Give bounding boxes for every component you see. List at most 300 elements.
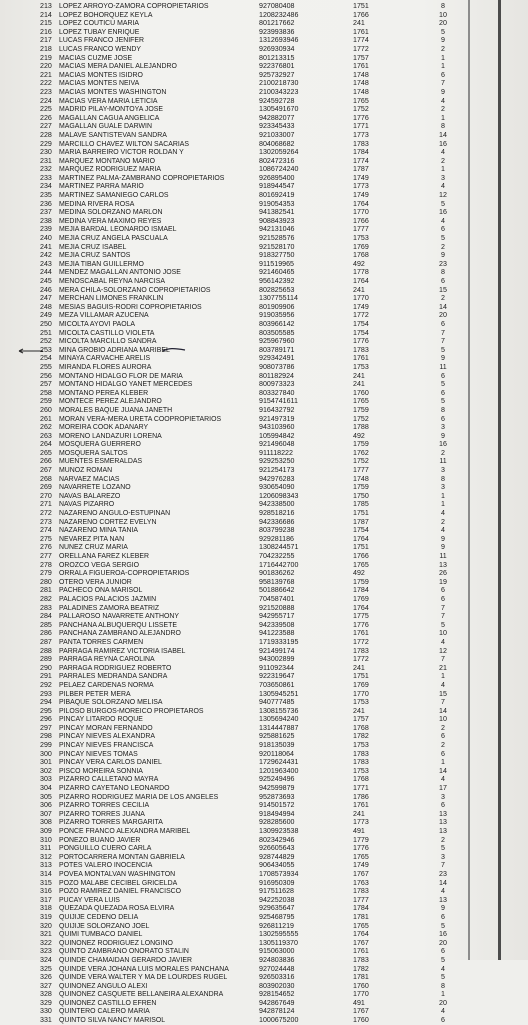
list-item xyxy=(0,947,500,956)
member-name: MARTINEZ SAMANIEGO CARLOS xyxy=(59,191,169,200)
member-name: QUIJIJE SOLORZANO JOEL xyxy=(59,921,150,930)
row-number: 310 xyxy=(40,835,52,844)
list-item xyxy=(0,612,500,621)
member-name: PARRAGA RODRIGUEZ ROBERTO xyxy=(59,663,172,672)
row-number: 257 xyxy=(40,380,52,389)
member-name: PANCHANA ALBUQUERQU LISSETE xyxy=(59,620,177,629)
count-value: 2 xyxy=(441,156,445,165)
list-item xyxy=(0,294,500,303)
id-number: 906434055 xyxy=(259,861,295,870)
id-number: 803505585 xyxy=(259,328,295,337)
code-number: 1774 xyxy=(353,36,369,45)
code-number: 1751 xyxy=(353,543,369,552)
id-number: 927024448 xyxy=(259,964,295,973)
member-name: PELAEZ CARDENAS NORMA xyxy=(59,680,154,689)
id-number: 926930934 xyxy=(259,44,295,53)
code-number: 1766 xyxy=(353,10,369,19)
count-value: 5 xyxy=(441,844,445,853)
id-number: 800973323 xyxy=(259,380,295,389)
row-number: 228 xyxy=(40,130,52,139)
list-item xyxy=(0,956,500,965)
id-number: 1302595555 xyxy=(259,930,299,939)
count-value: 17 xyxy=(439,784,447,793)
id-number: 921254173 xyxy=(259,466,295,475)
row-number: 266 xyxy=(40,457,52,466)
count-value: 5 xyxy=(441,345,445,354)
id-number: 1305491670 xyxy=(259,105,299,114)
member-name: OTERO VERA JUNIOR xyxy=(59,577,132,586)
id-number: 1309923538 xyxy=(259,827,299,835)
code-number: 1769 xyxy=(353,594,369,603)
id-number: 1305694240 xyxy=(259,715,299,724)
count-value: 1 xyxy=(441,113,445,122)
id-number: 921497319 xyxy=(259,414,295,423)
count-value: 2 xyxy=(441,105,445,114)
code-number: 241 xyxy=(353,706,365,715)
code-number: 1753 xyxy=(353,234,369,243)
row-number: 222 xyxy=(40,79,52,88)
row-number: 276 xyxy=(40,543,52,552)
id-number: 704587401 xyxy=(259,594,295,603)
code-number: 241 xyxy=(353,380,365,389)
row-number: 321 xyxy=(40,930,52,939)
count-value: 7 xyxy=(441,612,445,621)
code-number: 1776 xyxy=(353,113,369,122)
row-number: 318 xyxy=(40,904,52,913)
row-number: 233 xyxy=(40,173,52,182)
list-item xyxy=(0,655,500,664)
code-number: 1751 xyxy=(353,509,369,518)
member-name: PINCAY MORAN FERNANDO xyxy=(59,723,153,732)
list-item xyxy=(0,449,500,458)
member-name: QUIJIJE CEDENO DELIA xyxy=(59,912,139,921)
count-value: 20 xyxy=(439,938,447,947)
row-number: 306 xyxy=(40,801,52,810)
row-number: 254 xyxy=(40,354,52,363)
row-number: 213 xyxy=(40,2,52,10)
count-value: 6 xyxy=(441,801,445,810)
row-number: 329 xyxy=(40,998,52,1007)
count-value: 6 xyxy=(441,414,445,423)
row-number: 301 xyxy=(40,758,52,767)
count-value: 1 xyxy=(441,62,445,71)
member-name: PALACIOS PALACIOS JAZMIN xyxy=(59,594,157,603)
row-number: 253 xyxy=(40,345,52,354)
list-item xyxy=(0,879,500,888)
member-name: QUINONEZ CASTILLO EFREN xyxy=(59,998,157,1007)
count-value: 6 xyxy=(441,277,445,285)
row-number: 227 xyxy=(40,122,52,131)
list-item xyxy=(0,174,500,183)
list-item xyxy=(0,681,500,690)
code-number: 1749 xyxy=(353,173,369,182)
member-name: NAVAS PIZARRO xyxy=(59,500,115,509)
code-number: 1761 xyxy=(353,629,369,638)
list-item xyxy=(0,182,500,191)
member-name: PIZARRO TORRES CECILIA xyxy=(59,801,150,810)
count-value: 4 xyxy=(441,1007,445,1016)
code-number: 1786 xyxy=(353,792,369,801)
list-item xyxy=(0,586,500,595)
list-item xyxy=(0,397,500,406)
list-item xyxy=(0,922,500,931)
row-number: 260 xyxy=(40,405,52,414)
member-name: PINCAY VERA CARLOS DANIEL xyxy=(59,758,162,767)
code-number: 1764 xyxy=(353,534,369,543)
row-number: 230 xyxy=(40,148,52,157)
member-name: MONTANO HIDALGO FLOR DE MARIA xyxy=(59,371,183,380)
id-number: 926811219 xyxy=(259,921,294,930)
row-number: 281 xyxy=(40,586,52,595)
count-value: 23 xyxy=(439,869,447,878)
member-name: MEDINA SOLORZANO MARLON xyxy=(59,208,163,217)
list-item xyxy=(0,732,500,741)
id-number: 1708573934 xyxy=(259,869,299,878)
list-item xyxy=(0,664,500,673)
list-item xyxy=(0,715,500,724)
code-number: 1764 xyxy=(353,603,369,612)
id-number: 1305945251 xyxy=(259,689,299,698)
list-item xyxy=(0,793,500,802)
count-value: 7 xyxy=(441,698,445,707)
member-name: NAZARENO ANGULO-ESTUPINAN xyxy=(59,509,171,518)
row-number: 265 xyxy=(40,448,52,457)
member-name: NUNEZ CRUZ MARIA xyxy=(59,543,128,552)
code-number: 1782 xyxy=(353,964,369,973)
id-number: 956142392 xyxy=(259,277,295,285)
row-number: 279 xyxy=(40,569,52,578)
count-value: 9 xyxy=(441,431,445,440)
code-number: 1761 xyxy=(353,354,369,363)
member-name: PARRALES MEDRANDA SANDRA xyxy=(59,672,168,681)
code-number: 1768 xyxy=(353,775,369,784)
code-number: 1765 xyxy=(353,96,369,105)
member-name: MERCHAN LIMONES FRANKLIN xyxy=(59,294,164,303)
count-value: 2 xyxy=(441,835,445,844)
member-name: PANCHANA ZAMBRANO ALEJANDRO xyxy=(59,629,181,638)
row-number: 325 xyxy=(40,964,52,973)
code-number: 1781 xyxy=(353,973,369,982)
member-name: PANTA TORRES CARMEN xyxy=(59,637,144,646)
list-item xyxy=(0,225,500,234)
code-number: 241 xyxy=(353,663,365,672)
member-name: PIZARRO CAYETANO LEONARDO xyxy=(59,784,170,793)
member-name: MONTECE PEREZ ALEJANDRO xyxy=(59,397,162,406)
list-item xyxy=(0,836,500,845)
code-number: 1752 xyxy=(353,457,369,466)
count-value: 6 xyxy=(441,749,445,758)
row-number: 270 xyxy=(40,491,52,500)
member-name: MARTINEZ PARRA MARIO xyxy=(59,182,144,191)
count-value: 5 xyxy=(441,620,445,629)
code-number: 1751 xyxy=(353,672,369,681)
id-number: 801217662 xyxy=(259,19,295,28)
member-name: PILOSO BURGOS-MOREICO PROPIETAROS xyxy=(59,706,204,715)
list-item xyxy=(0,939,500,948)
count-value: 12 xyxy=(439,646,447,655)
list-item xyxy=(0,311,500,320)
id-number: 911092344 xyxy=(259,663,294,672)
count-value: 7 xyxy=(441,79,445,88)
count-value: 6 xyxy=(441,70,445,79)
row-number: 327 xyxy=(40,981,52,990)
id-number: 803327840 xyxy=(259,388,295,397)
list-item xyxy=(0,415,500,424)
id-number: 923993836 xyxy=(259,27,295,36)
row-number: 305 xyxy=(40,792,52,801)
list-item xyxy=(0,767,500,776)
member-name: NAVARRETE LOZANO xyxy=(59,483,131,492)
member-name: LOPEZ COUTICU MARIA xyxy=(59,19,140,28)
list-item xyxy=(0,114,500,123)
count-value: 13 xyxy=(439,560,447,569)
code-number: 1754 xyxy=(353,526,369,535)
count-value: 2 xyxy=(441,448,445,457)
row-number: 252 xyxy=(40,337,52,346)
member-name: MARCILLO CHAVEZ WILTON SACARIAS xyxy=(59,139,190,148)
list-item xyxy=(0,552,500,561)
code-number: 1760 xyxy=(353,1016,369,1025)
row-number: 302 xyxy=(40,766,52,775)
count-value: 5 xyxy=(441,921,445,930)
list-item xyxy=(0,775,500,784)
row-number: 288 xyxy=(40,646,52,655)
id-number: 942599879 xyxy=(259,784,295,793)
list-item xyxy=(0,19,500,28)
count-value: 4 xyxy=(441,96,445,105)
id-number: 804068682 xyxy=(259,139,295,148)
count-value: 8 xyxy=(441,122,445,131)
row-number: 274 xyxy=(40,526,52,535)
count-value: 3 xyxy=(441,466,445,475)
code-number: 1765 xyxy=(353,560,369,569)
list-item xyxy=(0,604,500,613)
member-name: MEJIA CRUZ SANTOS xyxy=(59,251,131,260)
id-number: 1000675200 xyxy=(259,1016,299,1025)
code-number: 1769 xyxy=(353,680,369,689)
id-number: 501886642 xyxy=(259,586,295,595)
count-value: 4 xyxy=(441,964,445,973)
list-item xyxy=(0,913,500,922)
member-name: PIZARRO TORRES JUANA xyxy=(59,809,145,818)
list-item xyxy=(0,887,500,896)
code-number: 491 xyxy=(353,827,365,835)
id-number: 942955717 xyxy=(259,612,295,621)
count-value: 6 xyxy=(441,371,445,380)
list-item xyxy=(0,500,500,509)
code-number: 1761 xyxy=(353,947,369,956)
count-value: 4 xyxy=(441,887,445,896)
member-name: LUCAS FRANCO JENIFER xyxy=(59,36,145,45)
code-number: 1749 xyxy=(353,861,369,870)
code-number: 1770 xyxy=(353,689,369,698)
id-number: 802825653 xyxy=(259,285,295,294)
row-number: 303 xyxy=(40,775,52,784)
code-number: 241 xyxy=(353,285,365,294)
code-number: 1771 xyxy=(353,784,369,793)
count-value: 11 xyxy=(439,362,447,371)
list-item xyxy=(0,965,500,974)
code-number: 491 xyxy=(353,998,365,1007)
code-number: 1772 xyxy=(353,311,369,320)
code-number: 1752 xyxy=(353,105,369,114)
code-number: 1783 xyxy=(353,139,369,148)
id-number: 704232255 xyxy=(259,552,295,560)
id-number: 943002899 xyxy=(259,655,295,664)
member-name: PINCAY NIEVES FRANCISCA xyxy=(59,741,154,750)
count-value: 4 xyxy=(441,775,445,784)
member-name: PIZARRO CALLETANO MAYRA xyxy=(59,775,159,784)
row-number: 296 xyxy=(40,715,52,724)
id-number: 916432792 xyxy=(259,405,295,414)
list-item xyxy=(0,303,500,312)
code-number: 1766 xyxy=(353,552,369,560)
count-value: 16 xyxy=(439,930,447,939)
list-item xyxy=(0,28,500,37)
id-number: 924592728 xyxy=(259,96,295,105)
member-name: MERA CHILA-SOLORZANO COPROPIETARIOS xyxy=(59,285,211,294)
id-number: 942976283 xyxy=(259,474,295,483)
list-item xyxy=(0,200,500,209)
member-name: QUINTO SILVA NANCY MARISOL xyxy=(59,1016,166,1025)
row-number: 323 xyxy=(40,947,52,956)
list-item xyxy=(0,122,500,131)
row-number: 328 xyxy=(40,990,52,999)
count-value: 2 xyxy=(441,44,445,53)
code-number: 1777 xyxy=(353,466,369,475)
id-number: 925732927 xyxy=(259,70,295,79)
code-number: 492 xyxy=(353,569,365,578)
id-number: 1201963400 xyxy=(259,766,299,775)
member-name: PUCAY VERA LUIS xyxy=(59,895,120,904)
count-value: 9 xyxy=(441,251,445,260)
row-number: 221 xyxy=(40,70,52,79)
row-number: 225 xyxy=(40,105,52,114)
member-name: NAZARENO MINA TANIA xyxy=(59,526,138,535)
id-number: 1307755114 xyxy=(259,294,298,303)
code-number: 1750 xyxy=(353,491,369,500)
row-number: 273 xyxy=(40,517,52,526)
id-number: 801692419 xyxy=(259,191,295,200)
id-number: 925468795 xyxy=(259,912,295,921)
member-name: PARRAGA RAMIREZ VICTORIA ISABEL xyxy=(59,646,186,655)
count-value: 7 xyxy=(441,337,445,346)
code-number: 1774 xyxy=(353,156,369,165)
list-item xyxy=(0,208,500,217)
row-number: 246 xyxy=(40,285,52,294)
row-number: 294 xyxy=(40,698,52,707)
member-name: MEZA VILLAMAR AZUCENA xyxy=(59,311,149,320)
id-number: 942336686 xyxy=(259,517,295,526)
count-value: 16 xyxy=(439,440,447,449)
code-number: 1777 xyxy=(353,895,369,904)
list-item xyxy=(0,750,500,759)
id-number: 915063000 xyxy=(259,947,295,956)
id-number: 942882077 xyxy=(259,113,295,122)
count-value: 10 xyxy=(439,715,447,724)
code-number: 1752 xyxy=(353,414,369,423)
id-number: 908843923 xyxy=(259,216,295,225)
id-number: 803789171 xyxy=(259,345,295,354)
row-number: 226 xyxy=(40,113,52,122)
list-item xyxy=(0,286,500,295)
row-number: 317 xyxy=(40,895,52,904)
member-name: ORRALA FIGUEROA-COPROPIETARIOS xyxy=(59,569,190,578)
code-number: 1768 xyxy=(353,251,369,260)
member-name: PONCE FRANCO ALEXANDRA MARIBEL xyxy=(59,827,191,835)
row-number: 267 xyxy=(40,466,52,475)
count-value: 3 xyxy=(441,852,445,861)
member-name: PONEZO BUANO JAVIER xyxy=(59,835,141,844)
member-name: OROZCO VEGA SERGIO xyxy=(59,560,140,569)
id-number: 926605643 xyxy=(259,844,295,853)
list-item xyxy=(0,217,500,226)
member-name: MAGALLAN GUALE DARWIN xyxy=(59,122,152,131)
id-number: 9154741611 xyxy=(259,397,298,406)
row-number: 217 xyxy=(40,36,52,45)
list-item xyxy=(0,54,500,63)
member-name: QUINDE VERA JOHANA LUIS MORALES PANCHANA xyxy=(59,964,229,973)
list-item xyxy=(0,191,500,200)
member-name: PINCAY LITARDO ROQUE xyxy=(59,715,143,724)
code-number: 1765 xyxy=(353,397,369,406)
list-item xyxy=(0,724,500,733)
member-name: QUEZADA QUEZADA ROSA ELVIRA xyxy=(59,904,175,913)
row-number: 245 xyxy=(40,277,52,285)
list-item xyxy=(0,475,500,484)
count-value: 5 xyxy=(441,397,445,406)
id-number: 942878124 xyxy=(259,1007,295,1016)
code-number: 1757 xyxy=(353,53,369,62)
member-name: MICOLTA AYOVI PAOLA xyxy=(59,319,136,328)
member-name: MACIAS VERA MARIA LETICIA xyxy=(59,96,158,105)
code-number: 1777 xyxy=(353,225,369,234)
row-number: 251 xyxy=(40,328,52,337)
count-value: 1 xyxy=(441,500,445,509)
member-name: MACIAS MONTES ISIDRO xyxy=(59,70,143,79)
list-item xyxy=(0,423,500,432)
row-number: 256 xyxy=(40,371,52,380)
member-name: MACIAS MONTES WASHINGTON xyxy=(59,87,167,96)
row-number: 275 xyxy=(40,534,52,543)
member-name: MARQUEZ MONTANO MARIO xyxy=(59,156,156,165)
list-item xyxy=(0,243,500,252)
id-number: 923345433 xyxy=(259,122,295,131)
list-item xyxy=(0,406,500,415)
row-number: 239 xyxy=(40,225,52,234)
id-number: 942338500 xyxy=(259,500,295,509)
row-number: 312 xyxy=(40,852,52,861)
list-item xyxy=(0,1007,500,1016)
code-number: 1784 xyxy=(353,586,369,595)
row-number: 241 xyxy=(40,242,52,251)
code-number: 1759 xyxy=(353,577,369,586)
row-number: 238 xyxy=(40,216,52,225)
member-name: MOREIRA COOK ADANARY xyxy=(59,423,149,432)
member-name: QUINDE VERA WALTER Y MA DE LOURDES RUGEL xyxy=(59,973,228,982)
count-value: 3 xyxy=(441,423,445,432)
member-name: MEDINA VERA MAXIMO REYES xyxy=(59,216,162,225)
row-number: 224 xyxy=(40,96,52,105)
list-item xyxy=(0,526,500,535)
count-value: 20 xyxy=(439,311,447,320)
count-value: 7 xyxy=(441,655,445,664)
count-value: 4 xyxy=(441,509,445,518)
row-number: 244 xyxy=(40,268,52,277)
member-name: QUINONEZ ANGULO ALEXI xyxy=(59,981,148,990)
row-number: 216 xyxy=(40,27,52,36)
row-number: 287 xyxy=(40,637,52,646)
